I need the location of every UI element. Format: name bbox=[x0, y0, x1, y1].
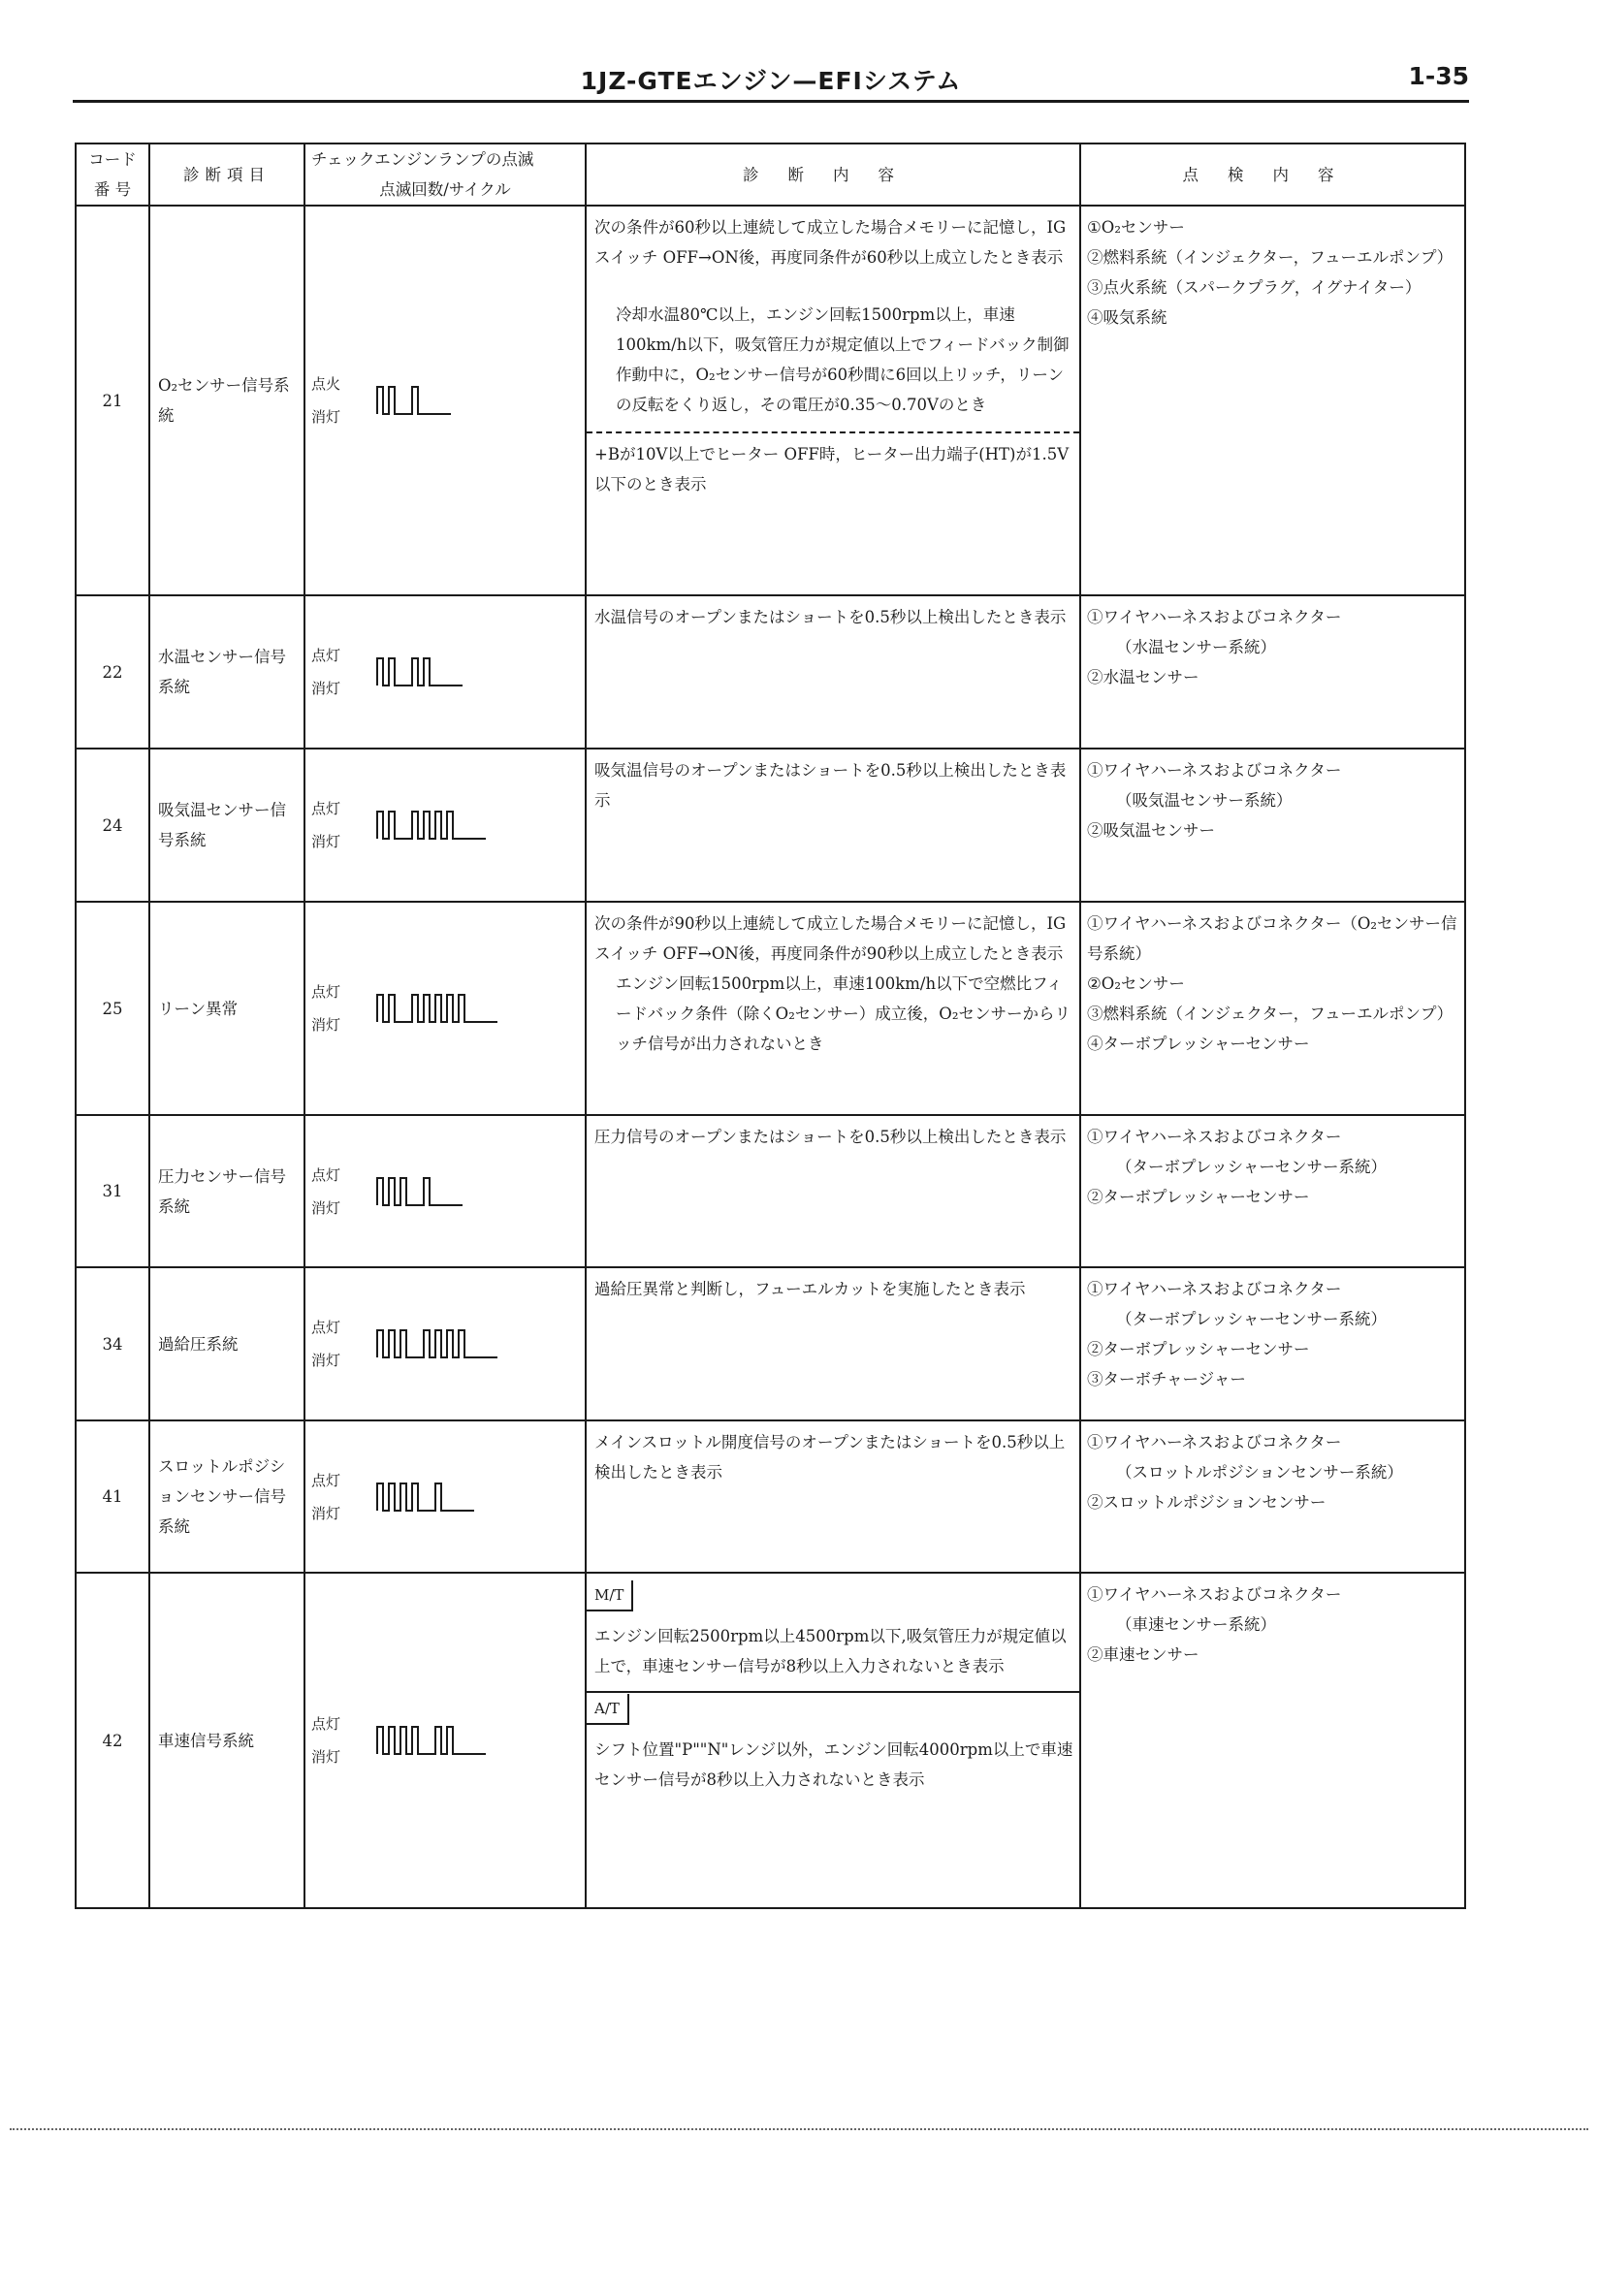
lamp-on-label: 点灯 bbox=[311, 1471, 341, 1489]
diagnosis-condition: エンジン回転1500rpm以上，車速100km/h以下で空燃比フィードバック条件（除くO₂センサー）成立後，O₂センサーからリッチ信号が出力されないとき bbox=[616, 974, 1071, 1053]
item-cell: 車速信号系統 bbox=[149, 1573, 304, 1908]
diagnosis-cell bbox=[586, 902, 1080, 1115]
pulse-waveform bbox=[375, 1324, 530, 1363]
diagnosis-cell bbox=[586, 595, 1080, 749]
header-code-line1: コード bbox=[88, 150, 137, 169]
check-item: ①O₂センサー bbox=[1087, 218, 1185, 237]
page-header bbox=[73, 56, 1469, 103]
pulse-line bbox=[377, 1330, 497, 1357]
inspection-cell bbox=[1080, 902, 1465, 1115]
inspection-cell bbox=[1080, 1115, 1465, 1267]
pulse-line bbox=[377, 812, 486, 839]
check-item: ②スロットルポジションセンサー bbox=[1087, 1493, 1326, 1512]
header-diagnosis: 診断内容 bbox=[586, 144, 1080, 206]
pulse-waveform bbox=[375, 989, 550, 1028]
code-cell: 24 bbox=[76, 749, 149, 902]
check-item: ②吸気温センサー bbox=[1087, 821, 1215, 840]
lamp-off-label: 消灯 bbox=[311, 1352, 341, 1369]
header-rule bbox=[73, 100, 1469, 103]
code-cell: 22 bbox=[76, 595, 149, 749]
table-row-21 bbox=[76, 206, 1465, 595]
diagnosis-text: 水温信号のオープンまたはショートを0.5秒以上検出したとき表示 bbox=[594, 608, 1067, 626]
diagnosis-text: 次の条件が90秒以上連続して成立した場合メモリーに記憶し，IGスイッチ OFF→ON後，再度同条件が90秒以上成立したとき表示 bbox=[594, 914, 1067, 963]
pulse-line bbox=[377, 1483, 474, 1511]
inspection-cell bbox=[1080, 595, 1465, 749]
lamp-off-label: 消灯 bbox=[311, 680, 341, 697]
header-code-line2: 番 号 bbox=[93, 180, 132, 199]
lamp-off-label: 消灯 bbox=[311, 408, 341, 426]
header-inspection: 点検内容 bbox=[1080, 144, 1465, 206]
diagnosis-text: 過給圧異常と判断し，フューエルカットを実施したとき表示 bbox=[594, 1280, 1026, 1298]
lamp-on-label: 点灯 bbox=[311, 800, 341, 817]
item-cell: リーン異常 bbox=[149, 902, 304, 1115]
lamp-off-label: 消灯 bbox=[311, 833, 341, 850]
inspection-cell bbox=[1080, 206, 1465, 595]
table-row-25 bbox=[76, 902, 1465, 1115]
lamp-off-label: 消灯 bbox=[311, 1504, 341, 1522]
pulse-line bbox=[377, 1727, 486, 1754]
pulse-waveform bbox=[375, 1478, 511, 1516]
pulse-waveform bbox=[375, 1172, 492, 1211]
check-item: ②水温センサー bbox=[1087, 668, 1199, 686]
check-item: （ターボプレッシャーセンサー系統） bbox=[1116, 1158, 1388, 1176]
pulse-waveform bbox=[375, 806, 530, 845]
diagnosis-text: 次の条件が60秒以上連続して成立した場合メモリーに記憶し，IGスイッチ OFF→ON後，再度同条件が60秒以上成立したとき表示 bbox=[594, 218, 1067, 267]
lamp-on-label: 点灯 bbox=[311, 1165, 341, 1184]
table-row-31 bbox=[76, 1115, 1465, 1267]
check-item: ②燃料系統（インジェクター，フューエルポンプ） bbox=[1087, 248, 1454, 267]
check-item: （車速センサー系統） bbox=[1116, 1615, 1276, 1634]
inspection-cell bbox=[1080, 1420, 1465, 1573]
at-text: シフト位置"P""N"レンジ以外，エンジン回転4000rpm以上で車速センサー信号が8秒以上入力されないとき表示 bbox=[594, 1740, 1073, 1789]
header-lamp-line1: チェックエンジンランプの点滅 bbox=[311, 150, 534, 169]
check-item: ②車速センサー bbox=[1087, 1645, 1199, 1664]
lamp-on-label: 点火 bbox=[311, 375, 341, 393]
header-item: 診断項目 bbox=[149, 144, 304, 206]
diagnosis-cell bbox=[586, 1420, 1080, 1573]
diagnosis-cell bbox=[586, 1115, 1080, 1267]
dashed-separator bbox=[587, 431, 1079, 433]
table-row-34 bbox=[76, 1267, 1465, 1420]
diagnosis-table bbox=[75, 143, 1466, 1909]
pulse-waveform bbox=[375, 653, 492, 691]
code-cell: 31 bbox=[76, 1115, 149, 1267]
diagnosis-cell bbox=[586, 1267, 1080, 1420]
check-item: （スロットルポジションセンサー系統） bbox=[1116, 1463, 1403, 1482]
lamp-cell bbox=[304, 1573, 586, 1908]
check-item: ②O₂センサー bbox=[1087, 974, 1185, 993]
lamp-on-label: 点灯 bbox=[311, 983, 341, 1001]
check-item: ①ワイヤハーネスおよびコネクター bbox=[1087, 1128, 1342, 1146]
inspection-cell bbox=[1080, 1267, 1465, 1420]
diagnosis-text: 圧力信号のオープンまたはショートを0.5秒以上検出したとき表示 bbox=[594, 1128, 1067, 1146]
lamp-on-label: 点灯 bbox=[311, 1319, 341, 1336]
item-cell: 吸気温センサー信号系統 bbox=[149, 749, 304, 902]
at-label: A/T bbox=[587, 1694, 629, 1725]
lamp-on-label: 点灯 bbox=[311, 1715, 341, 1733]
diagnosis-condition: 冷却水温80℃以上，エンジン回転1500rpm以上，車速100km/h以下，吸気管圧力が規定値以上でフィードバック制御作動中に，O₂センサー信号が60秒間に6回以上リッチ，リーンの反転をくり返し，その電圧が0.35～0.70Vのとき bbox=[616, 305, 1070, 414]
diagnosis-cell bbox=[586, 1573, 1080, 1908]
pulse-line bbox=[377, 387, 451, 414]
header-lamp bbox=[304, 144, 586, 206]
code-cell: 25 bbox=[76, 902, 149, 1115]
diagnosis-extra: +Bが10V以上でヒーター OFF時，ヒーター出力端子(HT)が1.5V以下のとき表示 bbox=[594, 445, 1070, 494]
table-row-41 bbox=[76, 1420, 1465, 1573]
lamp-off-label: 消灯 bbox=[311, 1016, 341, 1034]
pulse-line bbox=[377, 658, 463, 686]
item-cell: O₂センサー信号系統 bbox=[149, 206, 304, 595]
pulse-waveform bbox=[375, 381, 492, 420]
item-cell: 圧力センサー信号系統 bbox=[149, 1115, 304, 1267]
code-cell: 41 bbox=[76, 1420, 149, 1573]
inspection-cell bbox=[1080, 1573, 1465, 1908]
lamp-cell bbox=[304, 1115, 586, 1267]
check-item: ③ターボチャージャー bbox=[1087, 1370, 1246, 1388]
check-item: ①ワイヤハーネスおよびコネクター bbox=[1087, 1280, 1342, 1298]
check-item: ④ターボプレッシャーセンサー bbox=[1087, 1035, 1310, 1053]
pulse-waveform bbox=[375, 1721, 530, 1760]
lamp-off-label: 消灯 bbox=[311, 1748, 341, 1766]
header-code bbox=[76, 144, 149, 206]
mt-label: M/T bbox=[587, 1580, 633, 1611]
lamp-on-label: 点灯 bbox=[311, 647, 341, 664]
diagnosis-text: 吸気温信号のオープンまたはショートを0.5秒以上検出したとき表示 bbox=[594, 761, 1067, 810]
check-item: ①ワイヤハーネスおよびコネクター bbox=[1087, 608, 1342, 626]
inspection-cell bbox=[1080, 749, 1465, 902]
lamp-cell bbox=[304, 595, 586, 749]
lamp-off-label: 消灯 bbox=[311, 1198, 341, 1217]
page-number: 1-35 bbox=[1408, 62, 1469, 90]
section-rule bbox=[587, 1691, 1079, 1693]
check-item: ①ワイヤハーネスおよびコネクター bbox=[1087, 1585, 1342, 1604]
diagnosis-cell bbox=[586, 206, 1080, 595]
lamp-cell bbox=[304, 1420, 586, 1573]
check-item: ①ワイヤハーネスおよびコネクター（O₂センサー信号系統） bbox=[1087, 914, 1457, 963]
code-cell: 34 bbox=[76, 1267, 149, 1420]
item-cell: スロットルポジションセンサー信号系統 bbox=[149, 1420, 304, 1573]
pulse-line bbox=[377, 1178, 463, 1205]
lamp-cell bbox=[304, 1267, 586, 1420]
diagnosis-cell bbox=[586, 749, 1080, 902]
code-cell: 21 bbox=[76, 206, 149, 595]
check-item: （水温センサー系統） bbox=[1116, 638, 1276, 656]
check-item: ③点火系統（スパークプラグ，イグナイター） bbox=[1087, 278, 1422, 297]
table-header-row bbox=[76, 144, 1465, 206]
item-cell: 水温センサー信号系統 bbox=[149, 595, 304, 749]
footer-dotted-rule bbox=[10, 2128, 1588, 2130]
lamp-cell bbox=[304, 749, 586, 902]
check-item: ④吸気系統 bbox=[1087, 308, 1167, 327]
lamp-cell bbox=[304, 206, 586, 595]
page-title: 1JZ-GTEエンジン—EFIシステム bbox=[580, 67, 962, 95]
table-row-42 bbox=[76, 1573, 1465, 1908]
code-cell: 42 bbox=[76, 1573, 149, 1908]
check-item: ③燃料系統（インジェクター，フューエルポンプ） bbox=[1087, 1004, 1454, 1023]
check-item: ①ワイヤハーネスおよびコネクター bbox=[1087, 761, 1342, 780]
item-cell: 過給圧系統 bbox=[149, 1267, 304, 1420]
check-item: ②ターボプレッシャーセンサー bbox=[1087, 1340, 1310, 1358]
header-lamp-line2: 点滅回数/サイクル bbox=[379, 180, 511, 199]
check-item: ①ワイヤハーネスおよびコネクター bbox=[1087, 1433, 1342, 1451]
diagnosis-text: メインスロットル開度信号のオープンまたはショートを0.5秒以上検出したとき表示 bbox=[594, 1433, 1066, 1482]
check-item: ②ターボプレッシャーセンサー bbox=[1087, 1188, 1310, 1206]
mt-text: エンジン回転2500rpm以上4500rpm以下,吸気管圧力が規定値以上で，車速センサー信号が8秒以上入力されないとき表示 bbox=[594, 1627, 1067, 1675]
check-item: （ターボプレッシャーセンサー系統） bbox=[1116, 1310, 1388, 1328]
check-item: （吸気温センサー系統） bbox=[1116, 791, 1293, 810]
lamp-cell bbox=[304, 902, 586, 1115]
pulse-line bbox=[377, 995, 497, 1022]
table-row-22 bbox=[76, 595, 1465, 749]
table-row-24 bbox=[76, 749, 1465, 902]
